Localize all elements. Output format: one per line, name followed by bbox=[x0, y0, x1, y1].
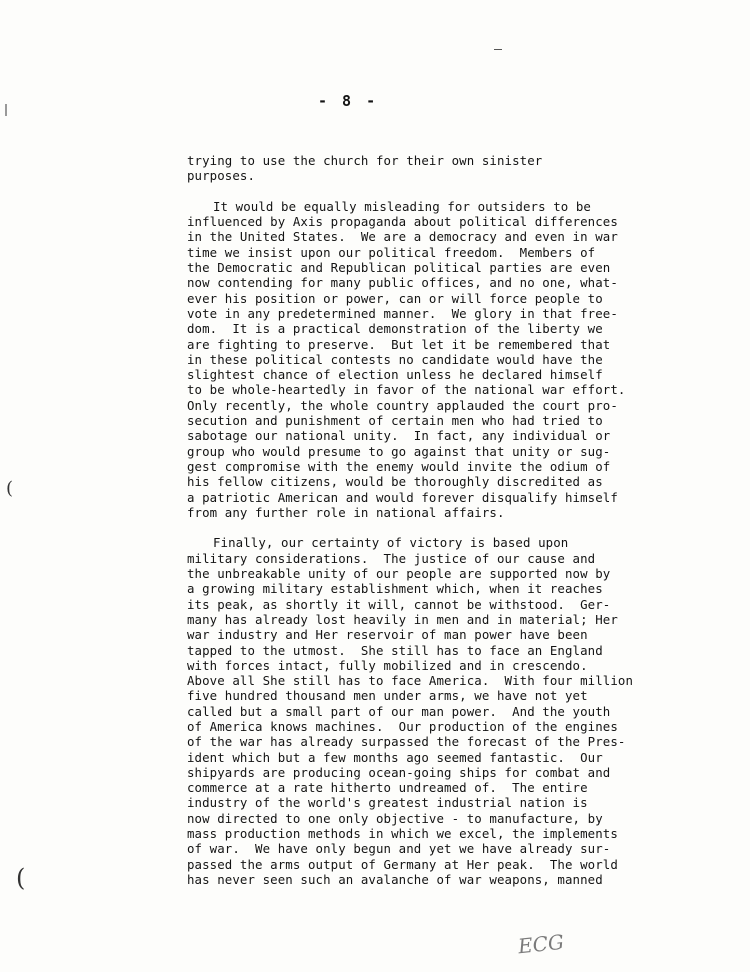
text-line: to be whole-heartedly in favor of the national war effort. bbox=[187, 382, 626, 398]
paragraph bbox=[187, 535, 727, 887]
text-line: ident which but a few months ago seemed fantastic. Our bbox=[187, 749, 603, 765]
paragraph-gap bbox=[187, 520, 727, 535]
scan-speck bbox=[494, 49, 502, 50]
text-line: in these political contests no candidate would have the bbox=[187, 351, 603, 367]
text-line: ever his position or power, can or will force people to bbox=[187, 290, 603, 306]
text-line: It would be equally misleading for outsiders to be bbox=[213, 198, 591, 214]
page-number: - 8 - bbox=[318, 92, 379, 110]
text-line: secution and punishment of certain men who had tried to bbox=[187, 413, 603, 429]
text-line: the Democratic and Republican political parties are even bbox=[187, 260, 611, 276]
text-line: Finally, our certainty of victory is based upon bbox=[213, 535, 569, 551]
text-line: commerce at a rate hitherto undreamed of. The entire bbox=[187, 780, 588, 796]
body-text bbox=[187, 153, 727, 887]
text-line: gest compromise with the enemy would invite the odium of bbox=[187, 458, 611, 474]
text-line: in the United States. We are a democracy and even in war bbox=[187, 229, 618, 245]
text-line: a growing military establishment which, when it reaches bbox=[187, 581, 603, 597]
text-line: time we insist upon our political freedom. Members of bbox=[187, 244, 596, 260]
text-line: slightest chance of election unless he declared himself bbox=[187, 367, 603, 383]
text-line: influenced by Axis propaganda about political differences bbox=[187, 214, 618, 230]
handwritten-annotation: ECG bbox=[516, 929, 566, 959]
text-line: of war. We have only begun and yet we have already sur- bbox=[187, 841, 611, 857]
binding-hole-mark: ( bbox=[6, 478, 14, 499]
text-line: of the war has already surpassed the forecast of the Pres- bbox=[187, 734, 626, 750]
text-line: of America knows machines. Our production of the engines bbox=[187, 718, 618, 734]
text-line: passed the arms output of Germany at Her peak. The world bbox=[187, 856, 618, 872]
text-line: purposes. bbox=[187, 168, 256, 184]
scan-speck bbox=[5, 104, 7, 116]
text-line: war industry and Her reservoir of man power have been bbox=[187, 627, 588, 643]
text-line: five hundred thousand men under arms, we have not yet bbox=[187, 688, 588, 704]
text-line: Only recently, the whole country applauded the court pro- bbox=[187, 397, 618, 413]
text-line: his fellow citizens, would be thoroughly discredited as bbox=[187, 474, 603, 490]
paragraph-gap bbox=[187, 184, 727, 199]
text-line: vote in any predetermined manner. We glory in that free- bbox=[187, 305, 618, 321]
text-line: has never seen such an avalanche of war weapons, manned bbox=[187, 871, 603, 887]
text-line: military considerations. The justice of our cause and bbox=[187, 550, 596, 566]
paragraph bbox=[187, 199, 727, 520]
text-line: tapped to the utmost. She still has to face an England bbox=[187, 642, 603, 658]
text-line: the unbreakable unity of our people are supported now by bbox=[187, 566, 611, 582]
text-line: dom. It is a practical demonstration of the liberty we bbox=[187, 321, 603, 337]
binding-hole-mark: ( bbox=[16, 864, 26, 892]
text-line: with forces intact, fully mobilized and in crescendo. bbox=[187, 657, 588, 673]
text-line: trying to use the church for their own sinister bbox=[187, 153, 543, 168]
text-line: sabotage our national unity. In fact, any individual or bbox=[187, 428, 611, 444]
text-line: now directed to one only objective - to manufacture, by bbox=[187, 810, 603, 826]
text-line: Above all She still has to face America. With four million bbox=[187, 673, 634, 689]
text-line: group who would presume to go against that unity or sug- bbox=[187, 443, 611, 459]
text-line: now contending for many public offices, and no one, what- bbox=[187, 275, 618, 291]
text-line: called but a small part of our man power. And the youth bbox=[187, 703, 611, 719]
text-line: are fighting to preserve. But let it be remembered that bbox=[187, 336, 611, 352]
text-line: from any further role in national affairs. bbox=[187, 504, 505, 520]
text-line: many has already lost heavily in men and in material; Her bbox=[187, 611, 618, 627]
text-line: its peak, as shortly it will, cannot be withstood. Ger- bbox=[187, 596, 611, 612]
text-line: industry of the world's greatest industrial nation is bbox=[187, 795, 588, 811]
paragraph bbox=[187, 153, 727, 184]
text-line: shipyards are producing ocean-going ships for combat and bbox=[187, 764, 611, 780]
text-line: a patriotic American and would forever disqualify himself bbox=[187, 489, 618, 505]
text-line: mass production methods in which we excel, the implements bbox=[187, 826, 618, 842]
